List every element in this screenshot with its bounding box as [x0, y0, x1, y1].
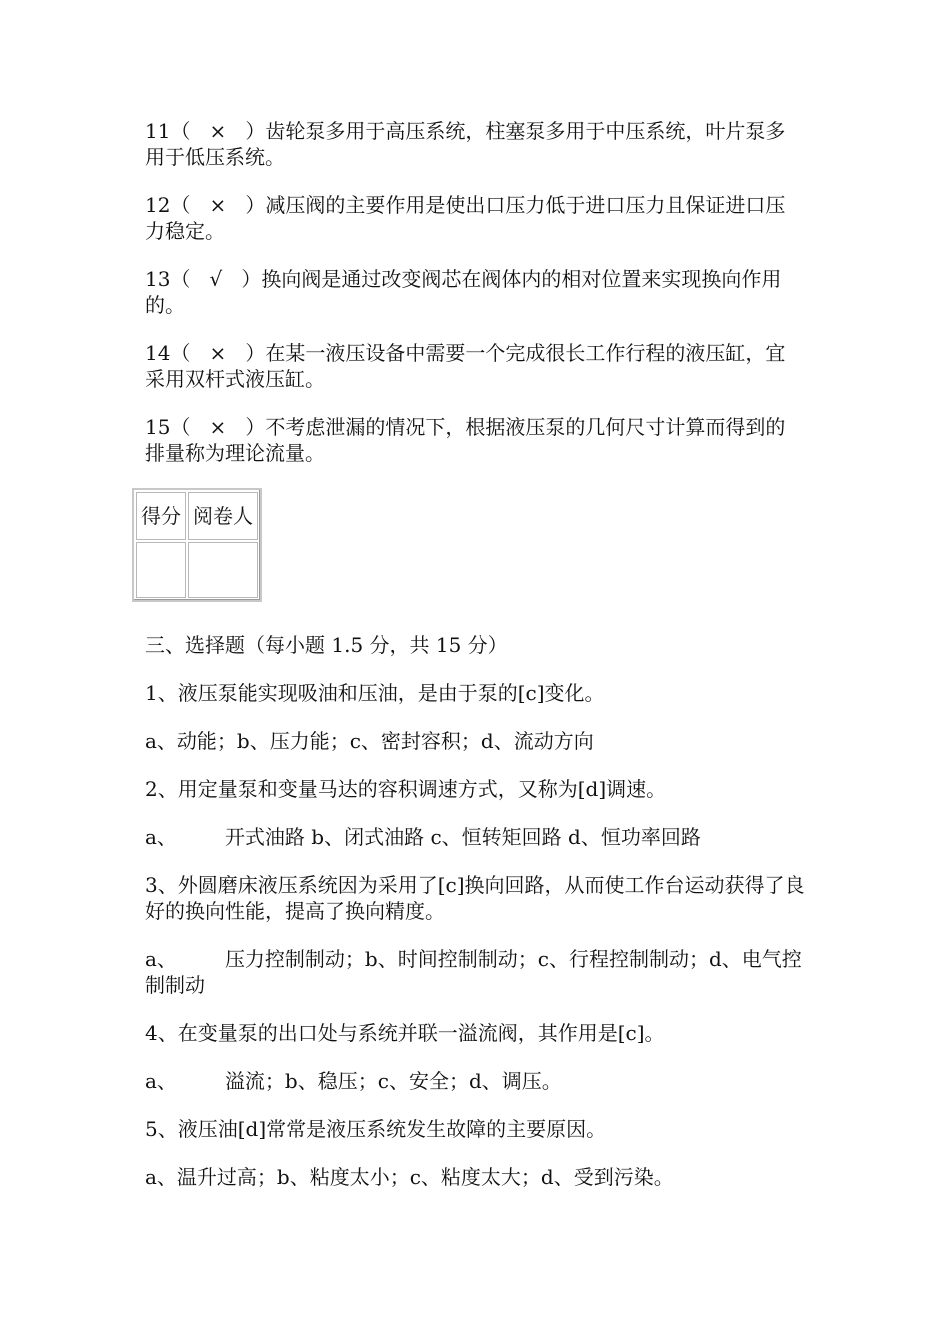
- question-2-stem: 2、用定量泵和变量马达的容积调速方式，又称为[d]调速。: [145, 777, 667, 801]
- tf-number: 11（: [145, 119, 191, 143]
- options-prefix: a、: [145, 1069, 177, 1093]
- tf-question-12: [145, 192, 805, 244]
- tf-text: ）换向阀是通过改变阀芯在阀体内的相对位置来实现换向作用的。: [145, 267, 782, 317]
- score-table: [132, 488, 262, 602]
- question-2-options: [145, 824, 805, 850]
- tf-mark: ×: [209, 341, 227, 365]
- question-5-stem: 5、液压油[d]常常是液压系统发生故障的主要原因。: [145, 1117, 607, 1141]
- tf-mark: ×: [209, 119, 227, 143]
- tf-mark: ×: [209, 193, 227, 217]
- tf-text: ）在某一液压设备中需要一个完成很长工作行程的液压缸，宜采用双杆式液压缸。: [145, 341, 786, 391]
- tf-text: ）齿轮泵多用于高压系统，柱塞泵多用于中压系统，叶片泵多用于低压系统。: [145, 119, 786, 169]
- options-text: 压力控制制动；b、时间控制制动；c、行程控制制动；d、电气控制制动: [145, 947, 802, 997]
- question-3-stem: 3、外圆磨床液压系统因为采用了[c]换向回路，从而使工作台运动获得了良好的换向性能，提高了换向精度。: [145, 873, 805, 923]
- document-page: [141, 118, 805, 1212]
- options-text: 溢流；b、稳压；c、安全；d、调压。: [224, 1069, 562, 1093]
- section-title: 三、选择题（每小题 1.5 分，共 15 分）: [145, 633, 508, 657]
- question-1-stem: 1、液压泵能实现吸油和压油，是由于泵的[c]变化。: [145, 681, 605, 705]
- question-1-options: [145, 728, 805, 754]
- score-cell: [136, 542, 186, 598]
- question-4-stem: 4、在变量泵的出口处与系统并联一溢流阀，其作用是[c]。: [145, 1021, 665, 1045]
- tf-question-13: [145, 266, 805, 318]
- tf-question-11: [145, 118, 805, 170]
- question-5-options: [145, 1164, 805, 1190]
- grader-header: 阅卷人: [188, 492, 258, 540]
- options-prefix: a、: [145, 947, 177, 971]
- tf-number: 13（: [145, 267, 191, 291]
- options-text: 开式油路 b、闭式油路 c、恒转矩回路 d、恒功率回路: [224, 825, 701, 849]
- tf-question-14: [145, 340, 805, 392]
- tf-number: 14（: [145, 341, 191, 365]
- options-prefix: a、: [145, 825, 177, 849]
- tf-number: 15（: [145, 415, 191, 439]
- options-text: a、动能；b、压力能；c、密封容积；d、流动方向: [145, 729, 594, 753]
- score-header: 得分: [136, 492, 186, 540]
- tf-text: ）减压阀的主要作用是使出口压力低于进口压力且保证进口压力稳定。: [145, 193, 786, 243]
- question-4-options: [145, 1068, 805, 1094]
- tf-text: ）不考虑泄漏的情况下，根据液压泵的几何尺寸计算而得到的排量称为理论流量。: [145, 415, 786, 465]
- options-text: a、温升过高；b、粘度太小；c、粘度太大；d、受到污染。: [145, 1165, 674, 1189]
- tf-mark: ×: [209, 415, 227, 439]
- tf-mark: √: [209, 267, 223, 291]
- tf-number: 12（: [145, 193, 191, 217]
- grader-cell: [188, 542, 258, 598]
- question-3-options: [145, 946, 805, 998]
- tf-question-15: [145, 414, 805, 466]
